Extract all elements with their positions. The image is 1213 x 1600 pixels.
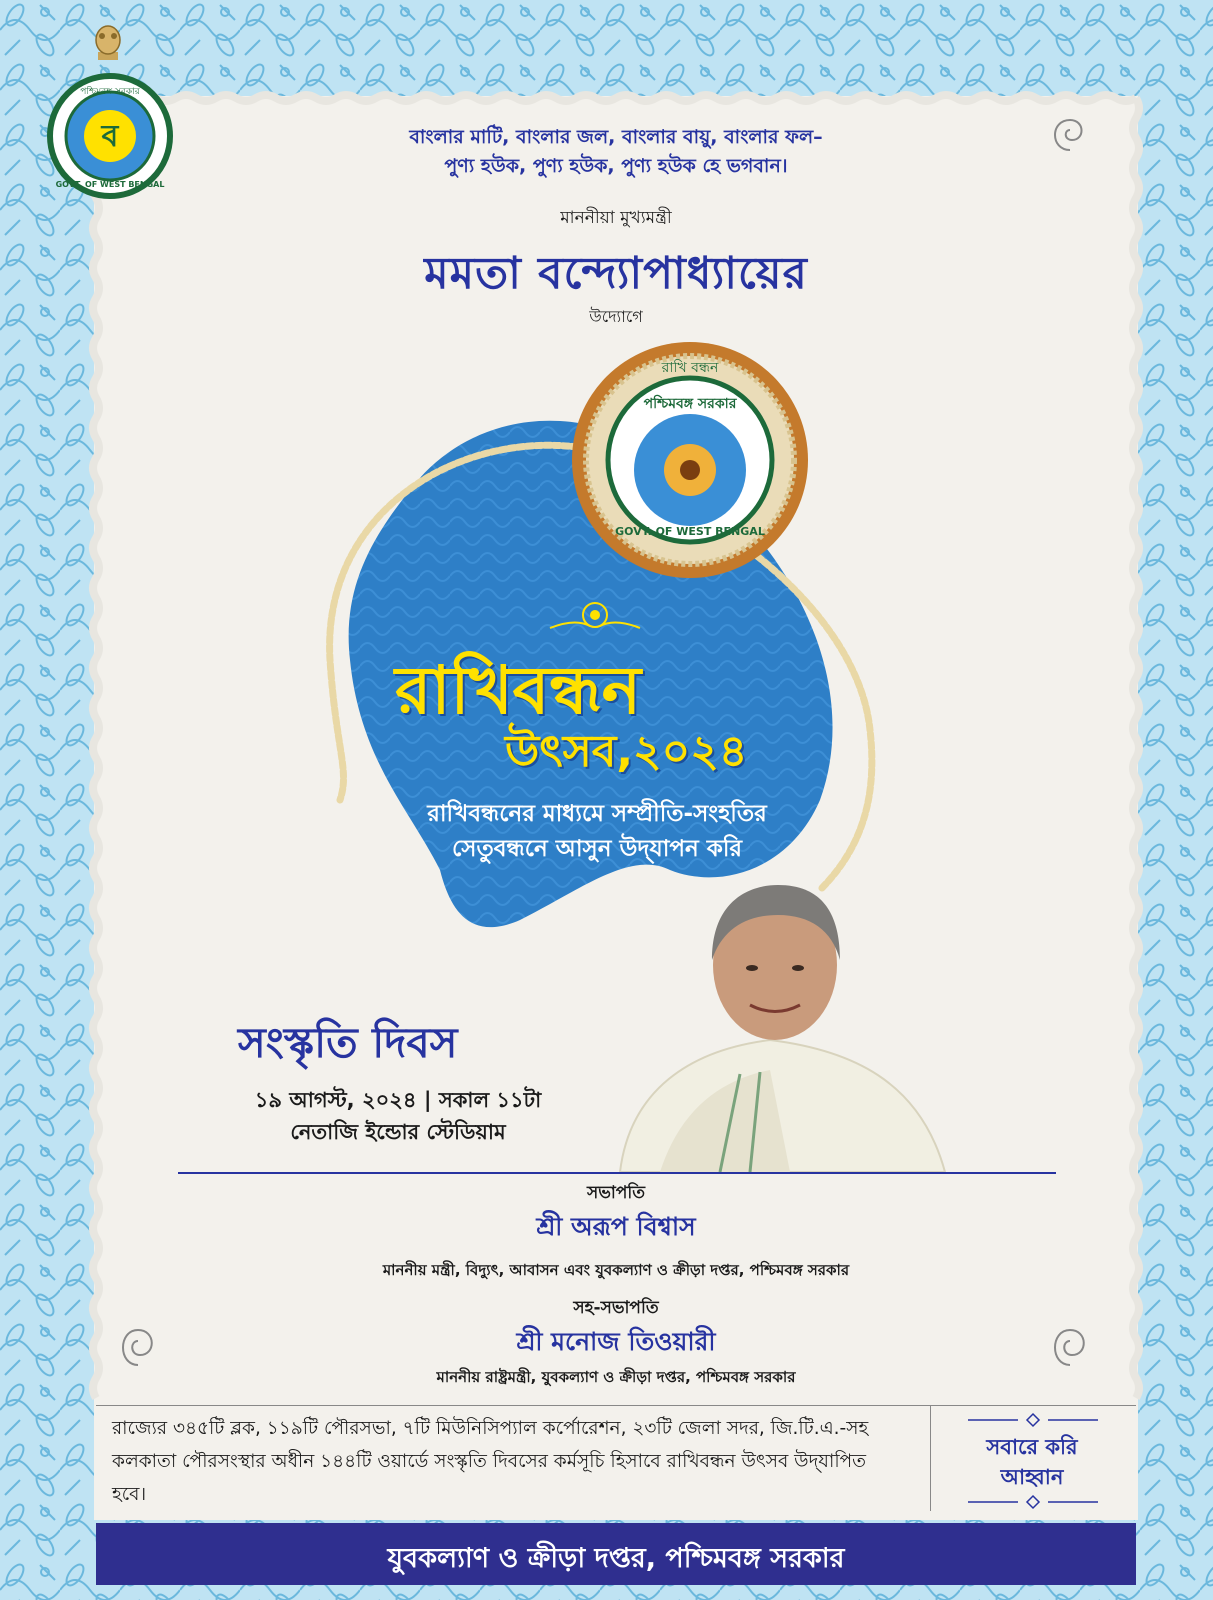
festival-slogan-line-1: রাখিবন্ধনের মাধ্যমে সম্প্রীতি-সংহতির: [427, 801, 767, 827]
event-venue: নেতাজি ইন্ডোর স্টেডিয়াম: [290, 1120, 506, 1144]
invite-ornament-icon: [968, 1412, 1098, 1428]
festival-title-line-1: রাখিবন্ধন: [395, 652, 642, 729]
co-president-name: শ্রী মনোজ তিওয়ারী: [516, 1327, 716, 1356]
president-designation: মাননীয় মন্ত্রী, বিদ্যুৎ, আবাসন এবং যুবকল্যাণ ও ক্রীড়া দপ্তর, পশ্চিমবঙ্গ সরকার: [382, 1261, 850, 1279]
chief-minister-title: মাননীয়া মুখ্যমন্ত্রী: [560, 208, 672, 228]
invite-line-2: আহ্বান: [1000, 1465, 1064, 1489]
info-text: রাজ্যের ৩৪৫টি ব্লক, ১১৯টি পৌরসভা, ৭টি মিউনিসিপ্যাল কর্পোরেশন, ২৩টি জেলা সদর, জি.টি.এ.-সহ কলকাতা পৌরসংস্থার অধীন ১৪৪টি ওয়ার্ডে সংস্কৃতি দিবসের কর্মসূচি হিসাবে রাখিবন্ধন উৎসব উদ্‌যাপিত হবে।: [112, 1418, 869, 1505]
section-divider: [178, 1172, 1056, 1174]
footer-text: যুবকল্যাণ ও ক্রীড়া দপ্তর, পশ্চিমবঙ্গ সরকার: [387, 1543, 845, 1574]
event-date-time: ১৯ আগস্ট, ২০২৪ | সকাল ১১টা: [254, 1088, 542, 1112]
president-label: সভাপতি: [587, 1183, 645, 1203]
state-logo-ring-text: পশ্চিমবঙ্গ সরকার: [80, 87, 140, 97]
national-emblem-icon: [88, 18, 128, 68]
festival-slogan-line-2: সেতুবন্ধনে আসুন উদ্‌যাপন করি: [451, 836, 743, 862]
state-logo-bottom-text: GOVT. OF WEST BENGAL: [55, 180, 165, 189]
badge-ring-text: পশ্চিমবঙ্গ সরকার: [643, 396, 737, 412]
co-president-designation: মাননীয় রাষ্ট্রমন্ত্রী, যুবকল্যাণ ও ক্রীড়া দপ্তর, পশ্চিমবঙ্গ সরকার: [436, 1368, 796, 1386]
invite-text: [952, 1432, 1112, 1492]
poem-line-2: পুণ্য হউক, পুণ্য হউক, পুণ্য হউক হে ভগবান।: [444, 155, 788, 177]
invite-line-1: সবারে করি: [986, 1435, 1078, 1459]
badge-top-text: রাখি বন্ধন: [661, 360, 719, 376]
president-name: শ্রী অরূপ বিশ্বাস: [536, 1212, 696, 1241]
chief-minister-portrait: [600, 860, 960, 1172]
invite-ornament-icon: [968, 1494, 1098, 1510]
rakhi-badge: [572, 342, 808, 578]
state-logo-letter: ব: [101, 119, 119, 154]
poem-line-1: বাংলার মাটি, বাংলার জল, বাংলার বায়ু, বাংলার ফল–: [409, 126, 823, 148]
festival-title-line-2: উৎসব,২০২৪: [505, 726, 748, 777]
initiative-label: উদ্যোগে: [589, 307, 643, 326]
chief-minister-name: মমতা বন্দ্যোপাধ্যায়ের: [424, 248, 808, 299]
event-name: সংস্কৃতি দিবস: [238, 1018, 458, 1067]
info-separator: [930, 1405, 931, 1511]
badge-bottom-text: GOVT. OF WEST BENGAL: [615, 525, 765, 538]
co-president-label: সহ-সভাপতি: [573, 1298, 659, 1318]
